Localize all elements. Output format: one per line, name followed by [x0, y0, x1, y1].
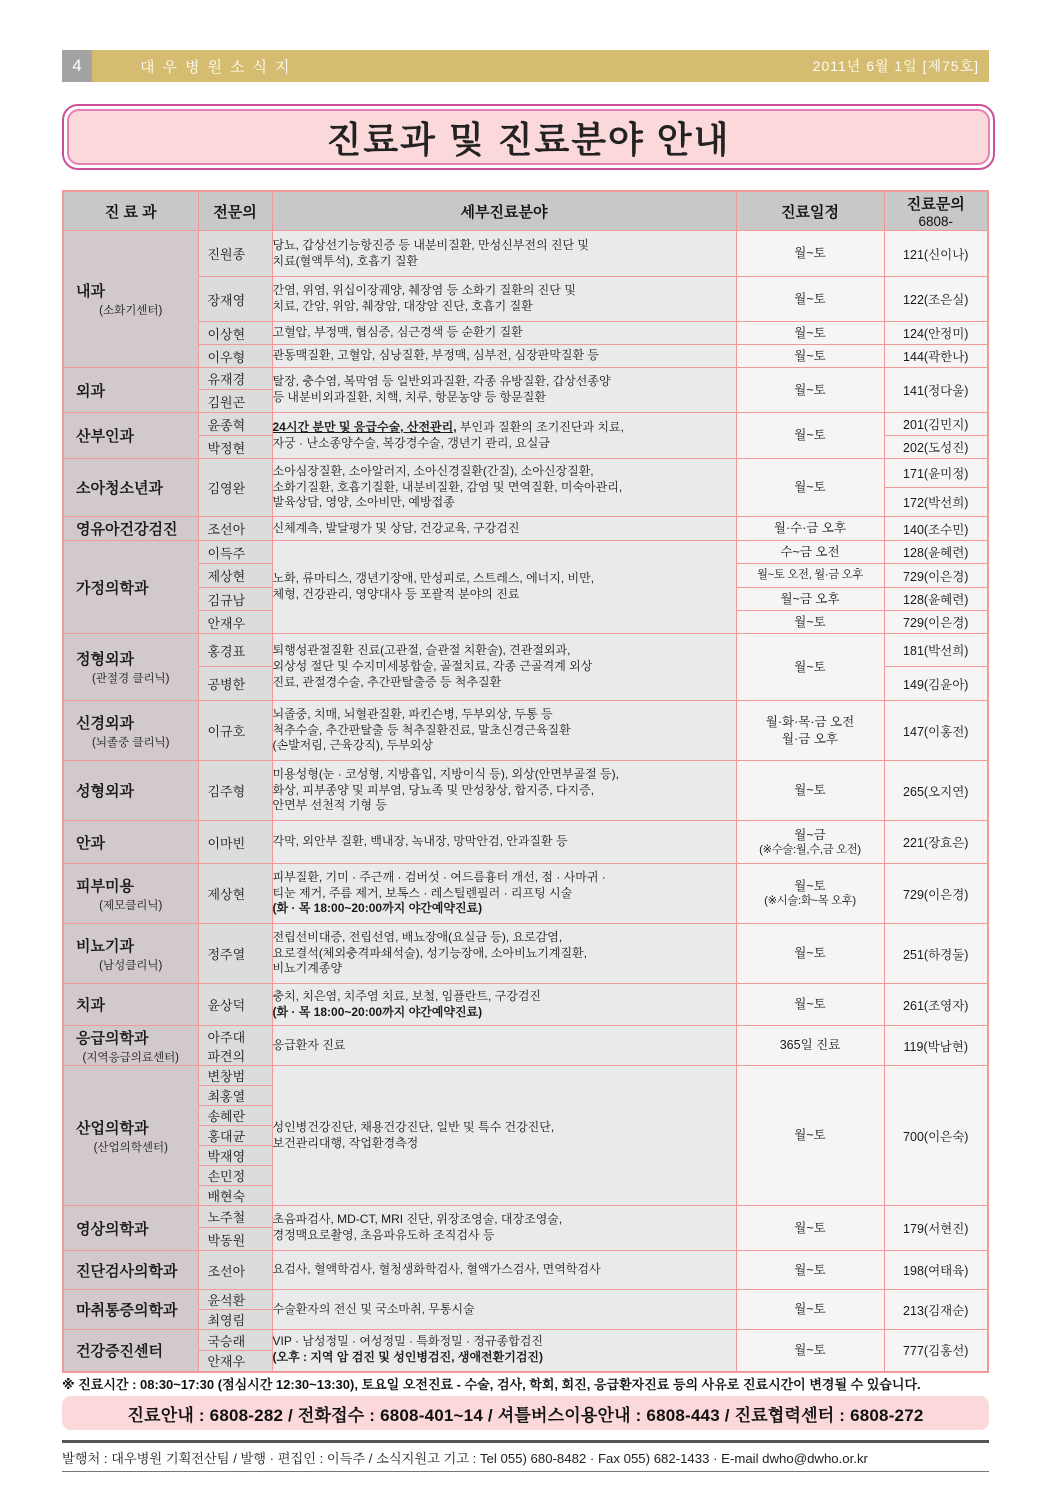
detail-cell: 노화, 류마티스, 갱년기장애, 만성피로, 스트레스, 에너지, 비만, 체형, 건강관리, 영양대사 등 포괄적 분야의 진료 — [272, 541, 736, 634]
newsletter-title: 대우병원소식지 — [140, 58, 298, 76]
schedule-cell: 월~토 (※시술:화~목 오후) — [736, 864, 884, 924]
detail-cell: 응급환자 진료 — [272, 1026, 736, 1066]
phone-cell: 144(곽한나) — [884, 345, 988, 368]
specialist-cell: 정주열 — [198, 924, 272, 984]
department-row — [63, 1026, 988, 1066]
schedule-cell: 월·수·금 오후 — [736, 517, 884, 541]
specialist-cell: 안재우 — [198, 1351, 272, 1372]
phone-cell: 121(신이나) — [884, 231, 988, 277]
publisher-line: 발행처 : 대우병원 기획전산팀 / 발행 · 편집인 : 이득주 / 소식지원고 기고 : Tel 055) 680-8482 · Fax 055) 682-1433 · E-mail dwho@dwho.or.kr — [62, 1440, 989, 1472]
header-dept: 진 료 과 — [63, 191, 198, 231]
specialist-cell: 이상현 — [198, 322, 272, 345]
header-schedule: 진료일정 — [736, 191, 884, 231]
detail-cell: 충치, 치은염, 치주염 치료, 보철, 임플란트, 구강검진 (화 · 목 18:00~20:00까지 야간예약진료) — [272, 984, 736, 1026]
department-row — [63, 634, 988, 667]
specialist-cell: 김원곤 — [198, 390, 272, 413]
detail-cell: 탈장, 충수염, 복막염 등 일반외과질환, 각종 유방질환, 갑상선종양 등 내분비외과질환, 치핵, 치루, 항문농양 등 항문질환 — [272, 368, 736, 413]
detail-cell: 24시간 분만 및 응급수술, 산전관리, 부인과 질환의 조기진단과 치료, 자궁 · 난소종양수술, 복강경수술, 갱년기 관리, 요실금 — [272, 413, 736, 459]
top-header-bar — [62, 50, 989, 82]
department-cell: 가정의학과 — [63, 541, 198, 634]
issue-date: 2011년 6월 1일 [제75호] — [812, 58, 979, 74]
contact-info-box — [62, 1396, 989, 1430]
phone-cell: 124(안정미) — [884, 322, 988, 345]
detail-cell: 미용성형(눈 · 코성형, 지방흡입, 지방이식 등), 외상(안면부골절 등), 화상, 피부종양 및 피부염, 당뇨족 및 만성창상, 합지증, 다지증, 안면부 선천적 기형 등 — [272, 761, 736, 821]
detail-cell: 수술환자의 전신 및 국소마취, 무통시술 — [272, 1290, 736, 1330]
department-row — [63, 1290, 988, 1310]
detail-cell: 당뇨, 갑상선기능항진증 등 내분비질환, 만성신부전의 진단 및 치료(혈액투석), 호흡기 질환 — [272, 231, 736, 277]
schedule-cell: 월~토 — [736, 459, 884, 517]
specialist-cell: 이득주 — [198, 541, 272, 564]
department-cell: 피부미용 (제모클리닉) — [63, 864, 198, 924]
specialist-cell: 윤종혁 — [198, 413, 272, 436]
department-row — [63, 984, 988, 1026]
department-row — [63, 517, 988, 541]
specialist-cell: 박정현 — [198, 436, 272, 459]
specialist-cell: 노주철 — [198, 1206, 272, 1228]
phone-cell: 140(조수민) — [884, 517, 988, 541]
specialist-cell: 윤석환 — [198, 1290, 272, 1310]
department-cell: 외과 — [63, 368, 198, 413]
specialist-cell: 이우형 — [198, 345, 272, 368]
phone-cell: 777(김홍선) — [884, 1330, 988, 1372]
specialist-cell: 최영림 — [198, 1310, 272, 1330]
specialist-cell: 제상현 — [198, 864, 272, 924]
detail-cell: 성인병건강진단, 채용건강진단, 일반 및 특수 건강진단, 보건관리대행, 작업환경측정 — [272, 1066, 736, 1206]
schedule-cell: 월~금 오후 — [736, 588, 884, 611]
phone-cell: 729(이은경) — [884, 611, 988, 634]
specialist-cell: 손민정 — [198, 1166, 272, 1186]
department-row — [63, 231, 988, 277]
specialist-cell: 최홍열 — [198, 1086, 272, 1106]
detail-cell: VIP · 남성정밀 · 여성정밀 · 특화정밀 · 정규종합검진 (오후 : 지역 암 검진 및 성인병검진, 생애전환기검진) — [272, 1330, 736, 1372]
specialist-cell: 국승래 — [198, 1330, 272, 1351]
specialist-cell: 조선아 — [198, 1251, 272, 1290]
department-cell: 안과 — [63, 821, 198, 864]
header-specialist: 전문의 — [198, 191, 272, 231]
phone-cell: 213(김재순) — [884, 1290, 988, 1330]
schedule-cell: 월~토 — [736, 1206, 884, 1251]
detail-cell: 각막, 외안부 질환, 백내장, 녹내장, 망막안검, 안과질환 등 — [272, 821, 736, 864]
specialist-cell: 배현숙 — [198, 1186, 272, 1206]
phone-cell: 122(조은실) — [884, 277, 988, 322]
phone-cell: 147(이홍전) — [884, 701, 988, 761]
department-row — [63, 1066, 988, 1086]
department-row — [63, 368, 988, 390]
phone-cell: 128(윤혜련) — [884, 588, 988, 611]
phone-cell: 181(박선희) — [884, 634, 988, 667]
specialist-cell: 제상현 — [198, 564, 272, 588]
department-row — [63, 864, 988, 924]
department-row — [63, 322, 988, 345]
specialist-cell: 윤상덕 — [198, 984, 272, 1026]
detail-cell: 요검사, 혈액학검사, 혈청생화학검사, 혈액가스검사, 면역학검사 — [272, 1251, 736, 1290]
schedule-cell: 월~토 — [736, 984, 884, 1026]
department-cell: 응급의학과 (지역응급의료센터) — [63, 1026, 198, 1066]
schedule-cell: 월~토 — [736, 634, 884, 701]
department-row — [63, 459, 988, 488]
department-cell: 성형외과 — [63, 761, 198, 821]
department-row — [63, 541, 988, 564]
detail-cell: 고혈압, 부정맥, 협심증, 심근경색 등 순환기 질환 — [272, 322, 736, 345]
schedule-cell: 월~토 — [736, 924, 884, 984]
specialist-cell: 홍대균 — [198, 1126, 272, 1146]
department-cell: 소아청소년과 — [63, 459, 198, 517]
phone-cell: 179(서현진) — [884, 1206, 988, 1251]
department-cell: 내과 (소화기센터) — [63, 231, 198, 368]
detail-cell: 퇴행성관절질환 진료(고관절, 슬관절 치환술), 견관절외과, 외상성 절단 및 수지미세봉합술, 골절치료, 각종 근골격계 외상 진료, 관절경수술, 추간판탈출증 등 척추질환 — [272, 634, 736, 701]
department-row — [63, 1251, 988, 1290]
department-cell: 치과 — [63, 984, 198, 1026]
specialist-cell: 변창범 — [198, 1066, 272, 1086]
phone-cell: 171(윤미정) — [884, 459, 988, 488]
specialist-cell: 김영완 — [198, 459, 272, 517]
phone-cell: 261(조영자) — [884, 984, 988, 1026]
schedule-cell: 월~토 — [736, 413, 884, 459]
department-row — [63, 1206, 988, 1228]
specialist-cell: 김규남 — [198, 588, 272, 611]
department-row — [63, 701, 988, 761]
department-cell: 마취통증의학과 — [63, 1290, 198, 1330]
section-title-box — [62, 104, 995, 170]
specialist-cell: 홍경표 — [198, 634, 272, 667]
specialist-cell: 송혜란 — [198, 1106, 272, 1126]
specialist-cell: 아주대 파견의 — [198, 1026, 272, 1066]
table-body — [63, 231, 988, 1372]
phone-cell: 172(박선희) — [884, 488, 988, 517]
department-cell: 신경외과 (뇌졸중 클리닉) — [63, 701, 198, 761]
header-phone: 진료문의 6808- — [884, 191, 988, 231]
phone-cell: 141(정다울) — [884, 368, 988, 413]
detail-cell: 뇌졸중, 치매, 뇌혈관질환, 파킨슨병, 두부외상, 두통 등 척추수술, 추간판탈출 등 척추질환진료, 말초신경근육질환 (손발저림, 근육강직), 두부외상 — [272, 701, 736, 761]
contact-numbers: 진료안내 : 6808-282 / 전화접수 : 6808-401~14 / 셔틀버스이용안내 : 6808-443 / 진료협력센터 : 6808-272 — [127, 1405, 924, 1425]
phone-cell: 729(이은경) — [884, 864, 988, 924]
department-cell: 영상의학과 — [63, 1206, 198, 1251]
phone-cell: 251(하경둘) — [884, 924, 988, 984]
schedule-cell: 월~토 — [736, 1290, 884, 1330]
department-cell: 건강증진센터 — [63, 1330, 198, 1372]
detail-cell: 전립선비대증, 전립선염, 배뇨장애(요실금 등), 요로감염, 요로결석(체외충격파쇄석술), 성기능장애, 소아비뇨기계질환, 비뇨기계종양 — [272, 924, 736, 984]
specialist-cell: 장재영 — [198, 277, 272, 322]
detail-cell: 피부질환, 기미 · 주근깨 · 검버섯 · 여드름흉터 개선, 점 · 사마귀 · 티눈 제거, 주름 제거, 보톡스 · 레스틸렌필러 · 리프팅 시술 (화 · 목 18:00~20:00까지 야간예약진료) — [272, 864, 736, 924]
schedule-cell: 월~토 오전, 월·금 오후 — [736, 564, 884, 588]
department-row — [63, 821, 988, 864]
phone-cell: 202(도성진) — [884, 436, 988, 459]
specialist-cell: 박동원 — [198, 1228, 272, 1251]
department-cell: 영유아건강검진 — [63, 517, 198, 541]
phone-cell: 198(여태육) — [884, 1251, 988, 1290]
specialist-cell: 박재영 — [198, 1146, 272, 1166]
department-row — [63, 345, 988, 368]
schedule-cell: 월~토 — [736, 611, 884, 634]
schedule-cell: 월~토 — [736, 231, 884, 277]
department-cell: 산부인과 — [63, 413, 198, 459]
department-row — [63, 413, 988, 436]
schedule-cell: 365일 진료 — [736, 1026, 884, 1066]
phone-cell: 729(이은경) — [884, 564, 988, 588]
phone-cell: 265(오지연) — [884, 761, 988, 821]
specialist-cell: 진원종 — [198, 231, 272, 277]
table-header-row — [63, 191, 988, 231]
phone-cell: 149(김윤아) — [884, 667, 988, 701]
phone-cell: 201(김민지) — [884, 413, 988, 436]
specialist-cell: 김주형 — [198, 761, 272, 821]
detail-cell: 소아심장질환, 소아알러지, 소아신경질환(간질), 소아신장질환, 소화기질환, 호흡기질환, 내분비질환, 감염 및 면역질환, 미숙아관리, 발육상담, 영양, 소아비만, 예방접종 — [272, 459, 736, 517]
department-row — [63, 277, 988, 322]
schedule-cell: 월~토 — [736, 1251, 884, 1290]
phone-cell: 119(박남현) — [884, 1026, 988, 1066]
header-detail: 세부진료분야 — [272, 191, 736, 231]
schedule-cell: 월~토 — [736, 1066, 884, 1206]
phone-cell: 128(윤혜련) — [884, 541, 988, 564]
detail-cell: 관동맥질환, 고혈압, 심낭질환, 부정맥, 심부전, 심장판막질환 등 — [272, 345, 736, 368]
specialist-cell: 이규호 — [198, 701, 272, 761]
schedule-cell: 월~토 — [736, 277, 884, 322]
departments-table — [62, 190, 989, 1373]
schedule-cell: 월~토 — [736, 368, 884, 413]
schedule-cell: 월·화·목·금 오전 월·금 오후 — [736, 701, 884, 761]
schedule-cell: 수~금 오전 — [736, 541, 884, 564]
phone-cell: 221(장효은) — [884, 821, 988, 864]
specialist-cell: 이마빈 — [198, 821, 272, 864]
specialist-cell: 안재우 — [198, 611, 272, 634]
detail-cell: 간염, 위염, 위십이장궤양, 췌장염 등 소화기 질환의 진단 및 치료, 간암, 위암, 췌장암, 대장암 진단, 호흡기 질환 — [272, 277, 736, 322]
specialist-cell: 공병한 — [198, 667, 272, 701]
schedule-cell: 월~토 — [736, 345, 884, 368]
department-cell: 비뇨기과 (남성클리닉) — [63, 924, 198, 984]
department-row — [63, 761, 988, 821]
specialist-cell: 조선아 — [198, 517, 272, 541]
hours-note: ※ 진료시간 : 08:30~17:30 (점심시간 12:30~13:30), 토요일 오전진료 - 수술, 검사, 학회, 회진, 응급환자진료 등의 사유로 진료시간이 변경될 수 있습니다. — [62, 1377, 921, 1392]
detail-cell: 초음파검사, MD-CT, MRI 진단, 위장조영술, 대장조영술, 경정맥요로촬영, 초음파유도하 조직검사 등 — [272, 1206, 736, 1251]
department-row — [63, 924, 988, 984]
department-cell: 산업의학과 (산업의학센터) — [63, 1066, 198, 1206]
schedule-cell: 월~토 — [736, 761, 884, 821]
department-row — [63, 1330, 988, 1351]
department-cell: 진단검사의학과 — [63, 1251, 198, 1290]
schedule-cell: 월~금 (※수술:월,수,금 오전) — [736, 821, 884, 864]
page-number: 4 — [62, 50, 92, 82]
department-cell: 정형외과 (관절경 클리닉) — [63, 634, 198, 701]
schedule-cell: 월~토 — [736, 1330, 884, 1372]
detail-cell: 신체계측, 발달평가 및 상담, 건강교육, 구강검진 — [272, 517, 736, 541]
specialist-cell: 유재경 — [198, 368, 272, 390]
phone-cell: 700(이은숙) — [884, 1066, 988, 1206]
schedule-cell: 월~토 — [736, 322, 884, 345]
page-title: 진료과 및 진료분야 안내 — [326, 118, 731, 160]
